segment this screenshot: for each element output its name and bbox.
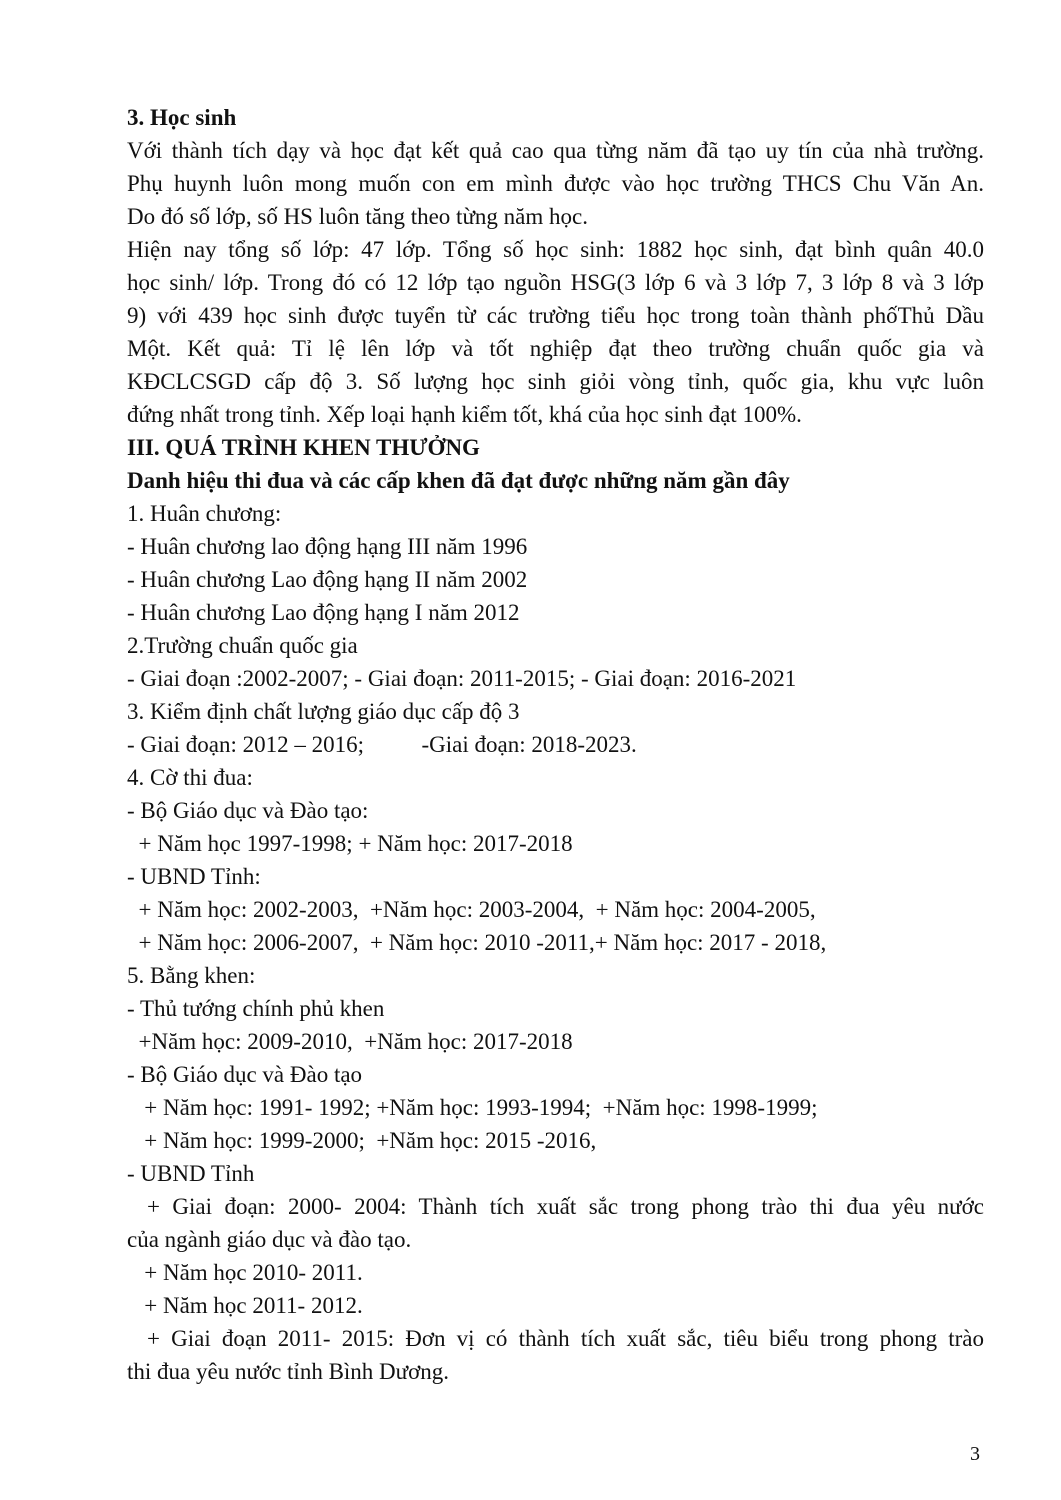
page-content: [127, 101, 984, 1388]
list-item: - UBND Tỉnh:: [127, 864, 261, 889]
list-item: + Năm học 1997-1998; + Năm học: 2017-2018: [127, 831, 573, 856]
section-heading-hoc-sinh: 3. Học sinh: [127, 105, 237, 130]
paragraph-line: của ngành giáo dục và đào tạo.: [127, 1227, 412, 1252]
paragraph-line: Một. Kết quả: Tỉ lệ lên lớp và tốt nghiệp đạt theo trường chuẩn quốc gia và: [127, 336, 984, 361]
list-item: + Năm học 2010- 2011.: [127, 1260, 363, 1285]
list-item: - Huân chương Lao động hạng I năm 2012: [127, 600, 520, 625]
paragraph-line: KĐCLCSGD cấp độ 3. Số lượng học sinh giỏi vòng tỉnh, quốc gia, khu vực luôn: [127, 369, 984, 394]
list-item: + Năm học 2011- 2012.: [127, 1293, 363, 1318]
paragraph-line: + Giai đoạn: 2000- 2004: Thành tích xuất sắc trong phong trào thi đua yêu nước: [147, 1194, 984, 1219]
list-title-chuan-quoc-gia: 2.Trường chuẩn quốc gia: [127, 633, 358, 658]
paragraph-line: Do đó số lớp, số HS luôn tăng theo từng năm học.: [127, 204, 588, 229]
section-subheading: Danh hiệu thi đua và các cấp khen đã đạt được những năm gần đây: [127, 468, 790, 493]
section-heading-khen-thuong: III. QUÁ TRÌNH KHEN THƯỞNG: [127, 435, 480, 460]
paragraph-line: thi đua yêu nước tỉnh Bình Dương.: [127, 1359, 450, 1384]
list-item: - Giai đoạn :2002-2007; - Giai đoạn: 2011-2015; - Giai đoạn: 2016-2021: [127, 666, 797, 691]
list-item: - Bộ Giáo dục và Đào tạo: [127, 1062, 363, 1087]
paragraph-line: Hiện nay tổng số lớp: 47 lớp. Tổng số học sinh: 1882 học sinh, đạt bình quân 40.0: [127, 237, 984, 262]
list-item: +Năm học: 2009-2010, +Năm học: 2017-2018: [127, 1029, 573, 1054]
list-item: + Năm học: 2002-2003, +Năm học: 2003-2004, + Năm học: 2004-2005,: [127, 897, 816, 922]
page-number: 3: [970, 1443, 980, 1465]
list-title-bang-khen: 5. Bằng khen:: [127, 963, 256, 988]
list-item: - Huân chương Lao động hạng II năm 2002: [127, 567, 528, 592]
paragraph-line: + Giai đoạn 2011- 2015: Đơn vị có thành tích xuất sắc, tiêu biểu trong phong trào: [147, 1326, 984, 1351]
paragraph-line: học sinh/ lớp. Trong đó có 12 lớp tạo nguồn HSG(3 lớp 6 và 3 lớp 7, 3 lớp 8 và 3 lớp: [127, 270, 984, 295]
list-title-kiem-dinh: 3. Kiểm định chất lượng giáo dục cấp độ 3: [127, 699, 520, 724]
paragraph-line: đứng nhất trong tỉnh. Xếp loại hạnh kiểm tốt, khá của học sinh đạt 100%.: [127, 402, 802, 427]
list-item: - UBND Tỉnh: [127, 1161, 255, 1186]
list-title-co-thi-dua: 4. Cờ thi đua:: [127, 765, 253, 790]
list-item: - Giai đoạn: 2012 – 2016; -Giai đoạn: 2018-2023.: [127, 732, 637, 757]
list-item: + Năm học: 2006-2007, + Năm học: 2010 -2011,+ Năm học: 2017 - 2018,: [127, 930, 827, 955]
list-item: + Năm học: 1999-2000; +Năm học: 2015 -2016,: [127, 1128, 597, 1153]
paragraph-line: 9) với 439 học sinh được tuyển từ các trường tiểu học trong toàn thành phốThủ Dầu: [127, 303, 984, 328]
paragraph-line: Phụ huynh luôn mong muốn con em mình được vào học trường THCS Chu Văn An.: [127, 171, 984, 196]
list-title-huan-chuong: 1. Huân chương:: [127, 501, 282, 526]
list-item: - Thủ tướng chính phủ khen: [127, 996, 385, 1021]
list-item: + Năm học: 1991- 1992; +Năm học: 1993-1994; +Năm học: 1998-1999;: [127, 1095, 818, 1120]
list-item: - Bộ Giáo dục và Đào tạo:: [127, 798, 369, 823]
list-item: - Huân chương lao động hạng III năm 1996: [127, 534, 528, 559]
paragraph-line: Với thành tích dạy và học đạt kết quả cao qua từng năm đã tạo uy tín của nhà trường.: [127, 138, 984, 163]
